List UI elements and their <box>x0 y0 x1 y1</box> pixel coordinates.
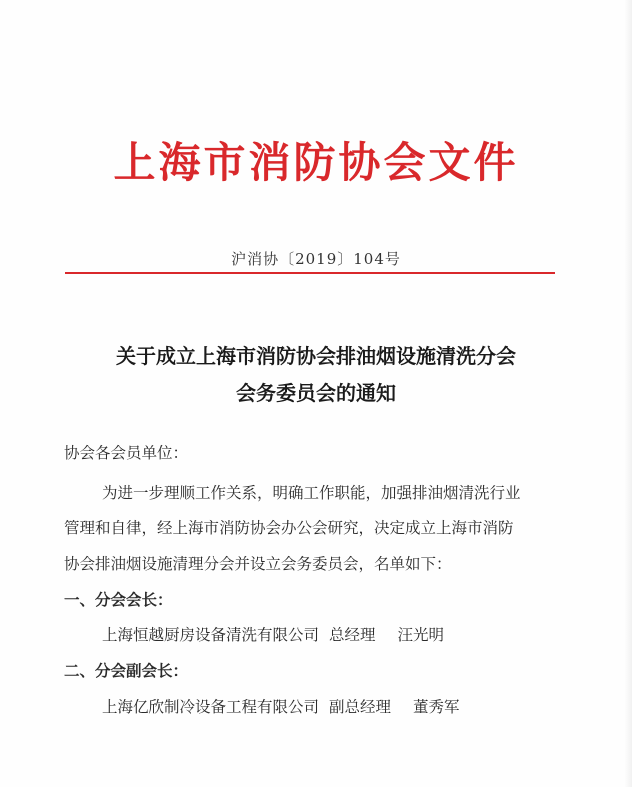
member-role: 总经理 <box>329 626 376 644</box>
member-role: 副总经理 <box>329 698 392 716</box>
member-name: 董秀军 <box>413 698 460 716</box>
notice-title <box>0 338 632 412</box>
member-entry-president <box>102 623 444 645</box>
member-name: 汪光明 <box>397 626 445 644</box>
paragraph-line-1: 为进一步理顺工作关系，明确工作职能，加强排油烟清洗行业 <box>102 484 521 502</box>
document-number: 沪消协〔2019〕104号 <box>231 250 401 268</box>
section-heading-vice-president: 二、分会副会长： <box>64 661 189 680</box>
document-header-title: 上海市消防协会文件 <box>113 138 519 187</box>
notice-title-line-1: 关于成立上海市消防协会排油烟设施清洗分会 <box>116 344 516 368</box>
paragraph-line-3: 协会排油烟设施清理分会并设立会务委员会，名单如下： <box>64 555 452 573</box>
member-company: 上海恒越厨房设备清洗有限公司 <box>102 626 320 644</box>
member-company: 上海亿欣制冷设备工程有限公司 <box>102 698 320 716</box>
scan-edge-shadow <box>624 0 632 787</box>
notice-title-line-2: 会务委员会的通知 <box>236 381 396 405</box>
member-entry-vice-president <box>102 695 460 717</box>
red-divider-line <box>65 272 555 274</box>
salutation: 协会各会员单位： <box>64 444 189 462</box>
section-heading-president: 一、分会会长： <box>64 590 173 609</box>
paragraph-line-2: 管理和自律，经上海市消防协会办公会研究，决定成立上海市消防 <box>64 519 514 537</box>
